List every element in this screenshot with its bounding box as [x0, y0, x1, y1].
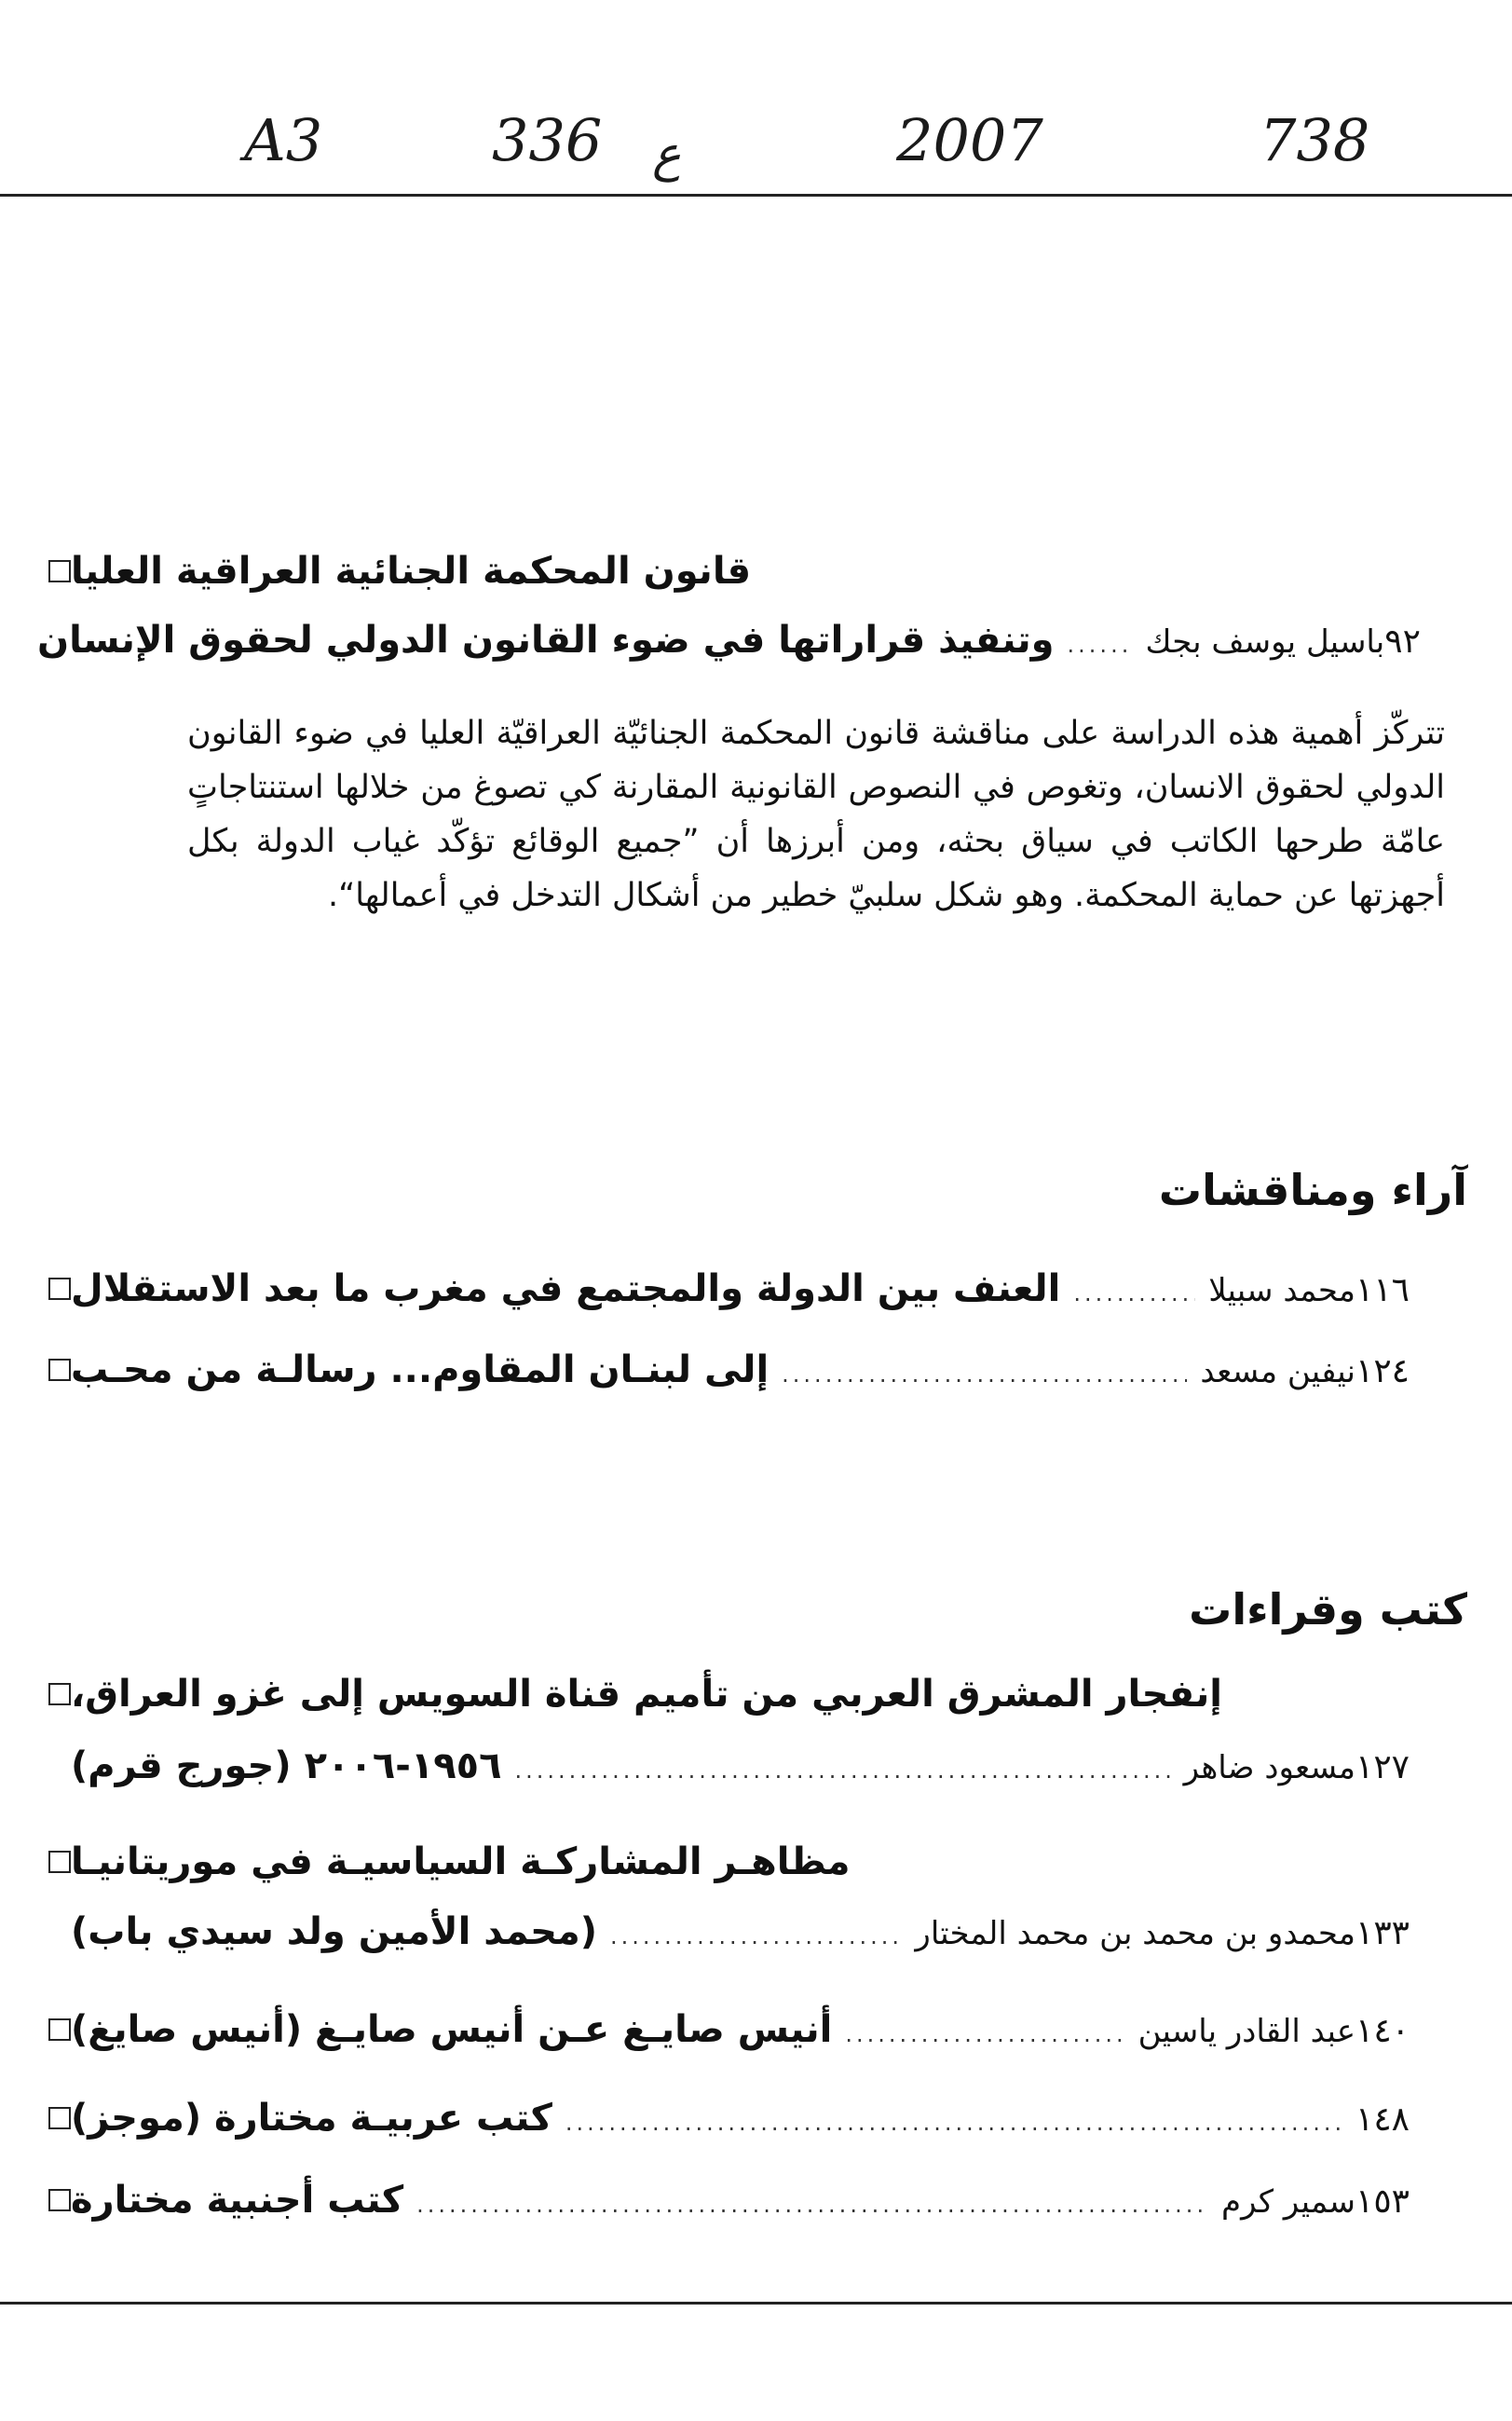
- handwritten-note-ain: ع: [652, 127, 682, 183]
- checkbox-icon: [48, 560, 71, 582]
- entry-title: أنيس صايـغ عـن أنيس صايـغ (أنيس صايغ): [71, 2008, 833, 2051]
- checkbox-icon: [48, 1851, 71, 1873]
- toc-entry: [37, 2179, 1467, 2222]
- bottom-rule: [0, 2302, 1512, 2305]
- leader-dots: [610, 1923, 902, 1949]
- toc-entry: [37, 2008, 1467, 2051]
- entry-page-number: ٩٢: [1384, 622, 1421, 661]
- entry-page-number: ١٤٠: [1355, 2012, 1410, 2050]
- leader-dots: [416, 2192, 1208, 2218]
- entry-author: سمير كرم: [1221, 2183, 1355, 2221]
- entry-page-number: ١٥٣: [1355, 2182, 1410, 2221]
- entry-page-number: ١١٦: [1355, 1271, 1410, 1309]
- entry-author: محمدو بن محمد بن محمد المختار: [915, 1915, 1355, 1952]
- toc-entry: [37, 1348, 1467, 1391]
- leader-dots: [1073, 1280, 1195, 1306]
- checkbox-icon: [48, 2018, 71, 2041]
- entry-title-continued: ١٩٥٦-٢٠٠٦ (جورج قرم): [71, 1744, 502, 1787]
- entry-title: كتب عربيـة مختارة (موجز): [71, 2097, 552, 2140]
- entry-title: إلى لبنـان المقاوم... رسالـة من محـب: [71, 1348, 770, 1391]
- entry-page-number: ١٣٣: [1355, 1914, 1410, 1952]
- entry-title: إنفجار المشرق العربي من تأميم قناة السويس إلى غزو العراق،: [71, 1673, 1222, 1716]
- leader-dots: [565, 2110, 1342, 2136]
- entry-title: كتب أجنبية مختارة: [71, 2179, 404, 2222]
- leader-dots: [782, 1361, 1187, 1388]
- toc-entry-line1: [37, 1840, 1467, 1883]
- handwritten-note-738: 738: [1260, 106, 1370, 174]
- entry-author: عبد القادر ياسين: [1137, 2013, 1355, 2050]
- toc-entry: [37, 1267, 1467, 1310]
- entry-page-number: ١٤٨: [1355, 2100, 1410, 2139]
- toc-entry: [37, 2097, 1467, 2140]
- entry-page-number: ١٢٧: [1355, 1748, 1410, 1786]
- entry-author: مسعود ضاهر: [1183, 1749, 1355, 1786]
- entry-title: قانون المحكمة الجنائية العراقية العليا: [71, 550, 752, 593]
- entry-author: نيفين مسعد: [1200, 1353, 1355, 1390]
- entry-title: العنف بين الدولة والمجتمع في مغرب ما بعد الاستقلال: [71, 1267, 1061, 1310]
- section-heading-opinions: آراء ومناقشات: [1158, 1165, 1467, 1215]
- handwritten-note-a3: A3: [244, 106, 323, 174]
- leader-dots: [515, 1758, 1171, 1784]
- top-rule: [0, 194, 1512, 197]
- entry-page-number: ١٢٤: [1355, 1352, 1410, 1390]
- handwritten-note-336: 336: [492, 106, 603, 174]
- entry-abstract: تتركّز أهمية هذه الدراسة على مناقشة قانون المحكمة الجنائيّة العراقيّة العليا في ضوء القانون الدولي لحقوق الانسان، وتغوص في النصوص القانونية المقارنة كي تصوغ من خلالها استنتاجاتٍ عامّة طرحها الكاتب في سياق بحثه، ومن أبرزها أن ”جميع الوقائع تؤكّد غياب الدولة بكل أجهزتها عن حماية المحكمة. وهو شكل سلبيّ خطير من أشكال التدخل في أعمالها“.: [187, 715, 1445, 914]
- section-heading-books: كتب وقراءات: [1189, 1584, 1467, 1635]
- leader-dots: [845, 2021, 1124, 2047]
- entry-title-continued: وتنفيذ قراراتها في ضوء القانون الدولي لحقوق الإنسان: [37, 619, 1055, 662]
- toc-entry-line2: [37, 1910, 1467, 1953]
- checkbox-icon: [48, 2189, 71, 2211]
- handwritten-note-year: 2007: [896, 106, 1043, 174]
- checkbox-icon: [48, 1683, 71, 1705]
- checkbox-icon: [48, 1359, 71, 1381]
- toc-entry-iraqi-tribunal-line2: [37, 619, 1467, 662]
- checkbox-icon: [48, 1278, 71, 1300]
- entry-title-continued: (محمد الأمين ولد سيدي باب): [71, 1910, 598, 1953]
- checkbox-icon: [48, 2107, 71, 2129]
- toc-entry-line1: [37, 1673, 1467, 1716]
- entry-author: باسيل يوسف بجك: [1145, 623, 1385, 661]
- toc-entry-line2: [37, 1744, 1467, 1787]
- entry-author: محمد سبيلا: [1208, 1272, 1355, 1309]
- toc-entry-iraqi-tribunal-line1: [37, 550, 1467, 593]
- entry-title: مظاهـر المشاركـة السياسيـة في موريتانيـا: [71, 1840, 851, 1883]
- leader-dots: [1068, 632, 1133, 658]
